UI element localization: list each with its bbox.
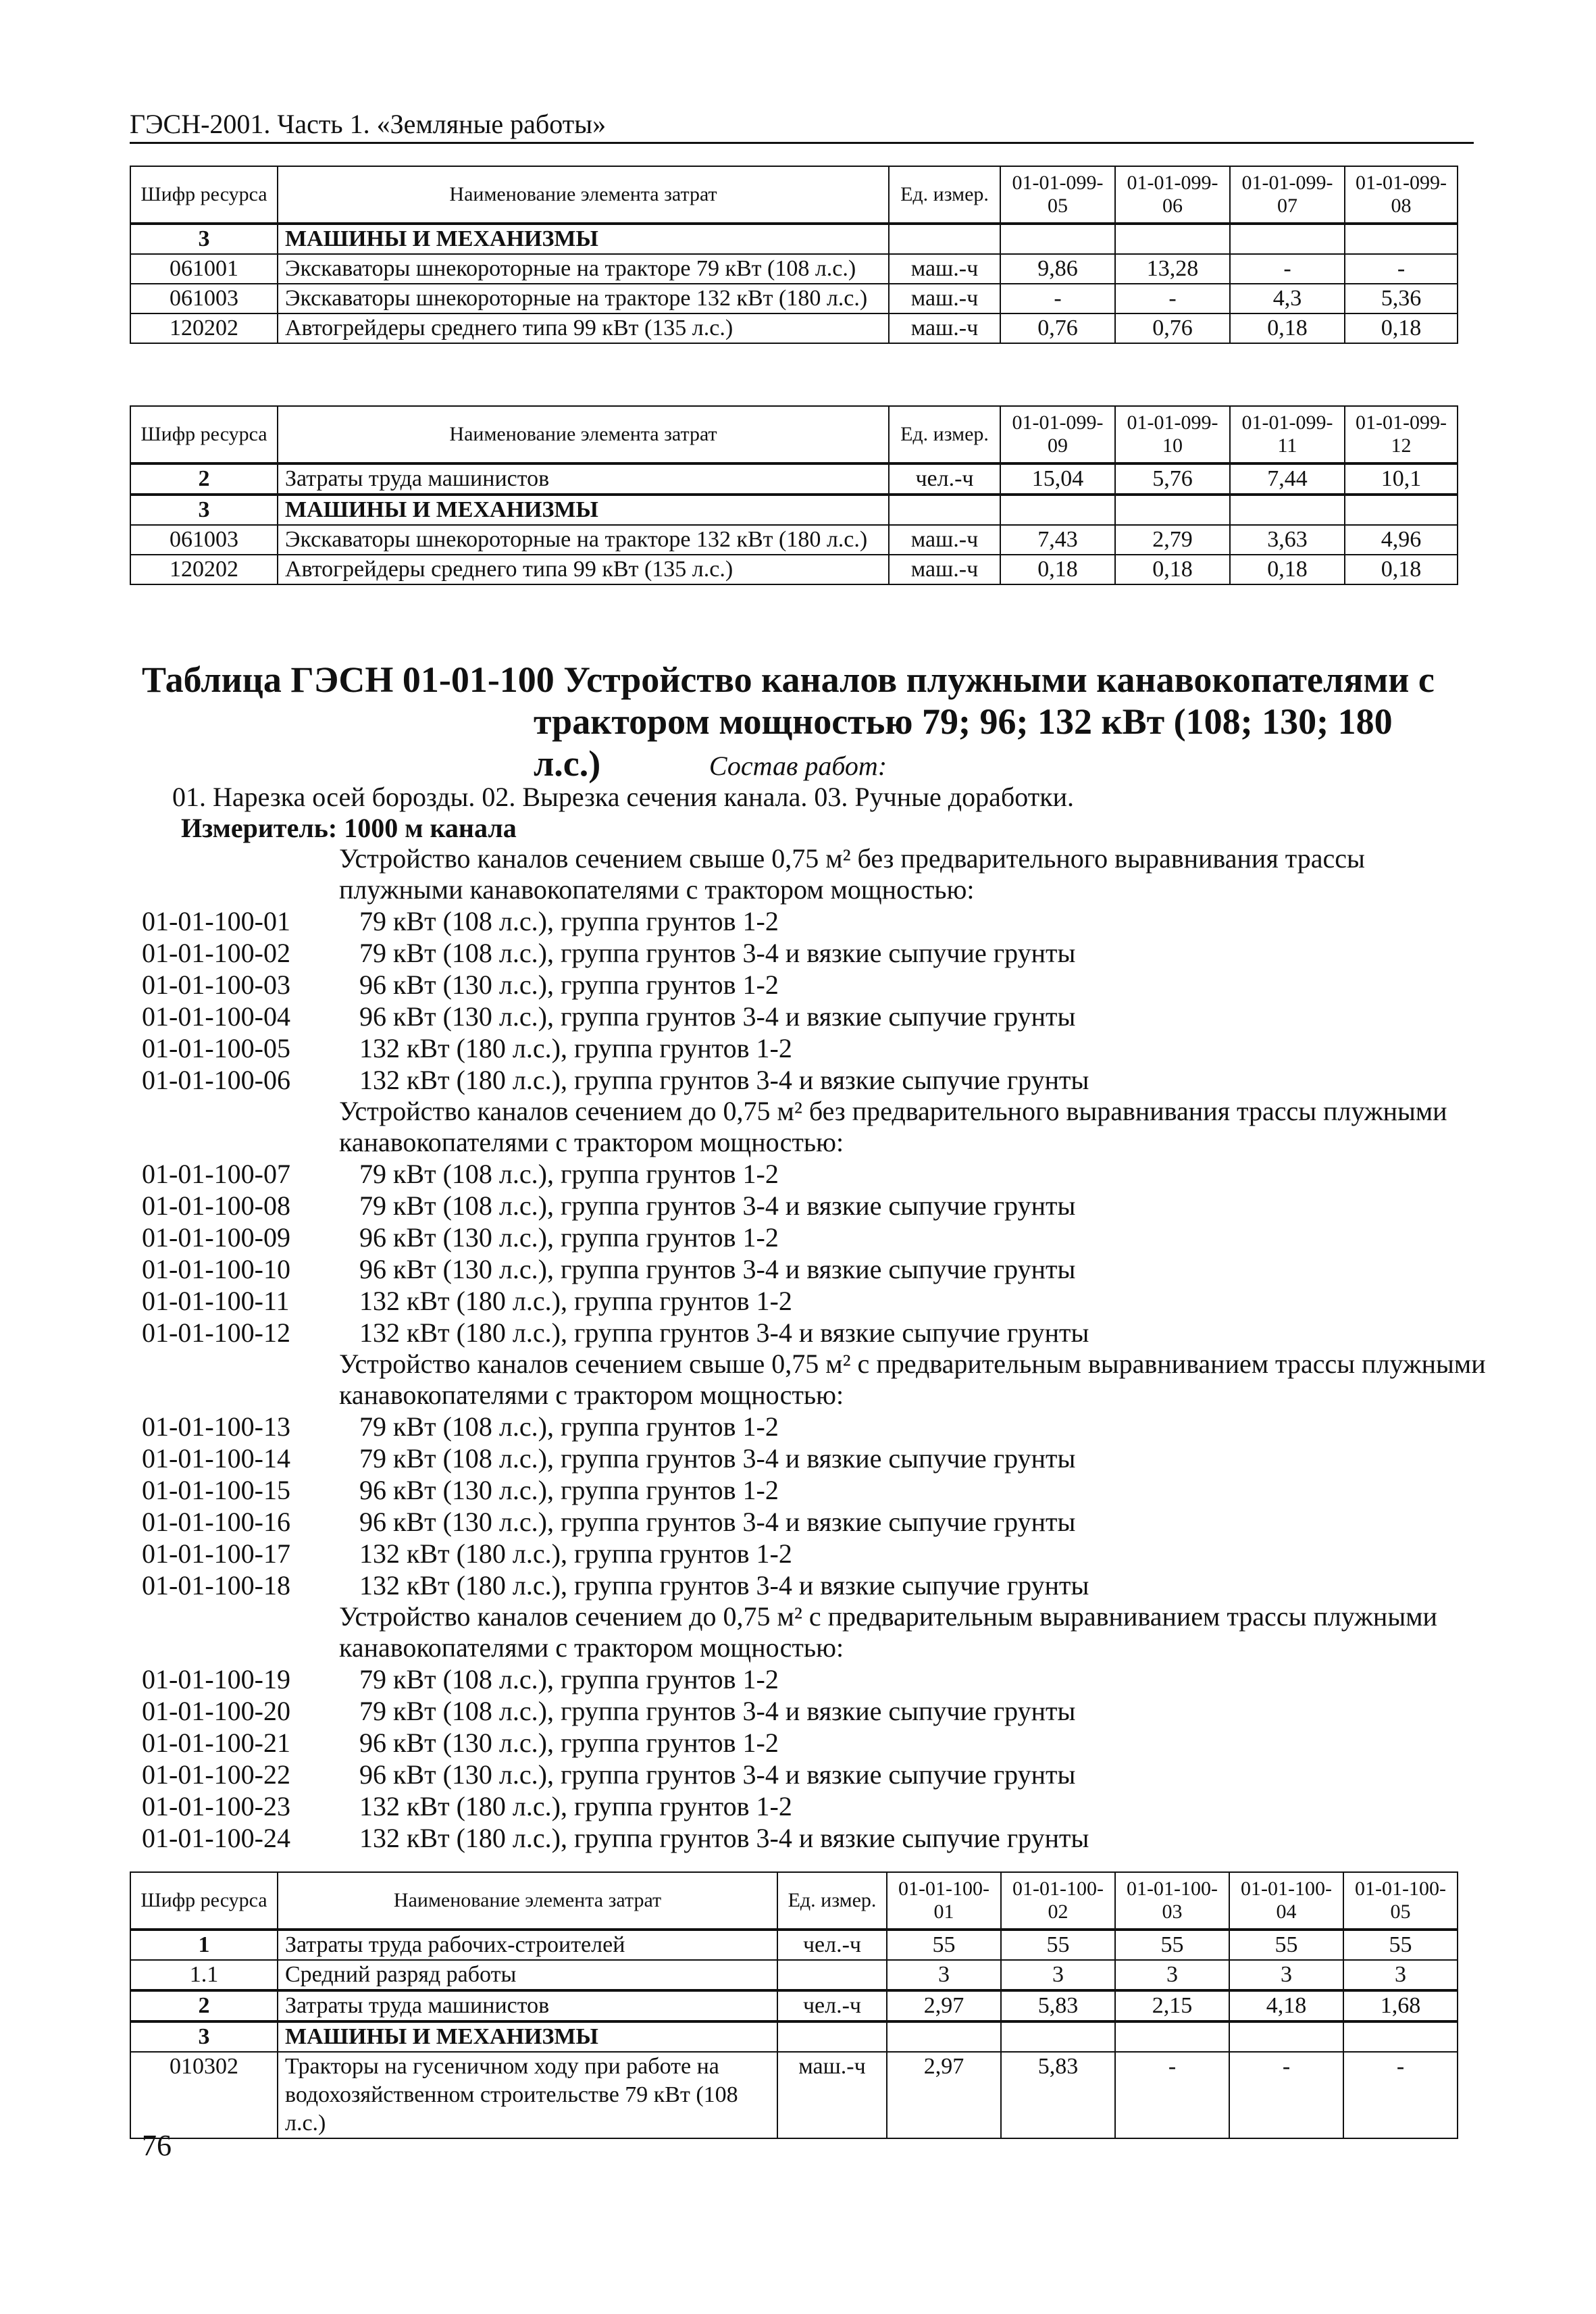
header-cell: Шифр ресурса [130,406,278,463]
value-cell: 15,04 [1000,463,1115,495]
item-text: 96 кВт (130 л.с.), группа грунтов 1-2 [359,970,779,1000]
table-header-row [130,1872,1458,1930]
spec-group [142,1601,1486,1854]
value-cell: - [1229,2052,1343,2138]
value-cell [1000,224,1115,254]
item-code: 01-01-100-09 [142,1222,290,1253]
code-cell: 3 [130,2021,278,2052]
unit-cell [777,2021,887,2052]
value-cell: 3 [1115,1960,1229,1990]
value-cell [1229,2021,1343,2052]
item-code: 01-01-100-10 [142,1254,290,1284]
item-code: 01-01-100-15 [142,1475,290,1505]
unit-cell: маш.-ч [889,284,1000,313]
table-row [130,224,1458,254]
header-cell: 01-01-099-10 [1115,406,1230,463]
value-cell: 0,18 [1230,313,1345,343]
value-cell: 0,18 [1345,555,1458,584]
value-cell: 5,76 [1115,463,1230,495]
value-cell: 0,76 [1000,313,1115,343]
item-code: 01-01-100-08 [142,1190,290,1221]
unit-cell: маш.-ч [889,525,1000,555]
item-text: 96 кВт (130 л.с.), группа грунтов 3-4 и вязкие сыпучие грунты [359,1507,1076,1537]
list-item [142,937,1486,969]
spec-group [142,1349,1486,1601]
header-cell: Ед. измер. [889,166,1000,224]
unit-cell: чел.-ч [777,1990,887,2021]
value-cell [1000,495,1115,525]
code-cell: 3 [130,495,278,525]
table-row [130,463,1458,495]
value-cell: 10,1 [1345,463,1458,495]
item-text: 79 кВт (108 л.с.), группа грунтов 1-2 [359,1411,779,1442]
header-cell: 01-01-100-02 [1001,1872,1115,1930]
item-code: 01-01-100-04 [142,1001,290,1032]
composition-title: Состав работ: [709,751,887,781]
unit-cell: маш.-ч [889,254,1000,284]
code-cell: 1 [130,1930,278,1960]
header-cell: Наименование элемента затрат [278,1872,777,1930]
list-item [142,1158,1486,1190]
item-text: 132 кВт (180 л.с.), группа грунтов 3-4 и вязкие сыпучие грунты [359,1823,1089,1853]
table-row [130,313,1458,343]
value-cell: 0,18 [1000,555,1115,584]
value-cell: 3,63 [1230,525,1345,555]
unit-cell: маш.-ч [777,2052,887,2138]
measurer: Измеритель: 1000 м канала [181,813,517,843]
name-cell: МАШИНЫ И МЕХАНИЗМЫ [278,495,889,525]
table-row [130,525,1458,555]
group-heading: Устройство каналов сечением свыше 0,75 м² с предварительным выравниванием трассы плужными канавокопателями с трактором мощностью: [339,1349,1486,1410]
value-cell [1230,495,1345,525]
item-text: 96 кВт (130 л.с.), группа грунтов 1-2 [359,1475,779,1505]
table-row [130,254,1458,284]
item-code: 01-01-100-23 [142,1791,290,1821]
item-text: 79 кВт (108 л.с.), группа грунтов 3-4 и вязкие сыпучие грунты [359,1190,1076,1221]
header-cell: 01-01-100-03 [1115,1872,1229,1930]
code-cell: 010302 [130,2052,278,2138]
header-cell: 01-01-100-05 [1343,1872,1458,1930]
spec-group [142,1096,1486,1349]
item-text: 132 кВт (180 л.с.), группа грунтов 3-4 и вязкие сыпучие грунты [359,1570,1089,1601]
item-text: 79 кВт (108 л.с.), группа грунтов 3-4 и вязкие сыпучие грунты [359,938,1076,968]
value-cell: 2,15 [1115,1990,1229,2021]
list-item [142,1822,1486,1854]
item-text: 132 кВт (180 л.с.), группа грунтов 3-4 и вязкие сыпучие грунты [359,1317,1089,1348]
item-code: 01-01-100-14 [142,1443,290,1474]
table-header-row [130,406,1458,463]
name-cell: Затраты труда рабочих-строителей [278,1930,777,1960]
item-text: 132 кВт (180 л.с.), группа грунтов 3-4 и вязкие сыпучие грунты [359,1065,1089,1095]
list-item [142,1317,1486,1349]
value-cell: 4,18 [1229,1990,1343,2021]
list-item [142,1222,1486,1253]
list-item [142,1064,1486,1096]
resource-table-100-01-05 [130,1871,1458,2139]
value-cell: 9,86 [1000,254,1115,284]
value-cell [1115,2021,1229,2052]
value-cell: - [1230,254,1345,284]
value-cell: 0,18 [1115,555,1230,584]
item-code: 01-01-100-12 [142,1317,290,1348]
code-cell: 061003 [130,284,278,313]
item-text: 132 кВт (180 л.с.), группа грунтов 1-2 [359,1791,792,1821]
value-cell: 13,28 [1115,254,1230,284]
group-heading: Устройство каналов сечением свыше 0,75 м² без предварительного выравнивания трассы плужными канавокопателями с трактором мощностью: [339,843,1365,905]
name-cell: Экскаваторы шнекороторные на тракторе 132 кВт (180 л.с.) [278,525,889,555]
value-cell: 0,76 [1115,313,1230,343]
code-cell: 120202 [130,555,278,584]
item-code: 01-01-100-01 [142,906,290,936]
item-code: 01-01-100-05 [142,1033,290,1063]
item-code: 01-01-100-19 [142,1664,290,1694]
list-item [142,1695,1486,1727]
specification-list [142,843,1486,1854]
value-cell: 4,3 [1230,284,1345,313]
value-cell: 7,43 [1000,525,1115,555]
item-text: 132 кВт (180 л.с.), группа грунтов 1-2 [359,1538,792,1569]
header-cell: 01-01-099-08 [1345,166,1458,224]
value-cell: 55 [1115,1930,1229,1960]
value-cell: 3 [1343,1960,1458,1990]
item-text: 96 кВт (130 л.с.), группа грунтов 3-4 и вязкие сыпучие грунты [359,1759,1076,1790]
unit-cell: чел.-ч [889,463,1000,495]
value-cell: 1,68 [1343,1990,1458,2021]
item-code: 01-01-100-21 [142,1728,290,1758]
name-cell: Автогрейдеры среднего типа 99 кВт (135 л.с.) [278,555,889,584]
value-cell: 4,96 [1345,525,1458,555]
item-text: 79 кВт (108 л.с.), группа грунтов 1-2 [359,1664,779,1694]
item-code: 01-01-100-17 [142,1538,290,1569]
header-cell: 01-01-099-11 [1230,406,1345,463]
value-cell: 55 [1001,1930,1115,1960]
table-row [130,2052,1458,2138]
value-cell: - [1000,284,1115,313]
item-text: 79 кВт (108 л.с.), группа грунтов 1-2 [359,906,779,936]
code-cell: 2 [130,1990,278,2021]
header-cell: Наименование элемента затрат [278,406,889,463]
item-code: 01-01-100-02 [142,938,290,968]
value-cell: - [1115,2052,1229,2138]
item-code: 01-01-100-20 [142,1696,290,1726]
value-cell: 2,97 [887,2052,1001,2138]
item-text: 79 кВт (108 л.с.), группа грунтов 1-2 [359,1159,779,1189]
resource-table-099-05-08 [130,166,1458,344]
header-cell: 01-01-100-04 [1229,1872,1343,1930]
code-cell: 1.1 [130,1960,278,1990]
name-cell: Средний разряд работы [278,1960,777,1990]
header-rule [130,142,1474,144]
value-cell [1343,2021,1458,2052]
item-code: 01-01-100-11 [142,1286,290,1316]
list-item [142,1474,1486,1506]
value-cell: 5,83 [1001,1990,1115,2021]
value-cell: - [1115,284,1230,313]
section-title-line1: Таблица ГЭСН 01-01-100 Устройство каналов плужными канавокопателями с [142,659,1435,700]
value-cell: 5,83 [1001,2052,1115,2138]
value-cell: 0,18 [1230,555,1345,584]
item-text: 79 кВт (108 л.с.), группа грунтов 3-4 и вязкие сыпучие грунты [359,1443,1076,1474]
value-cell: 55 [1229,1930,1343,1960]
code-cell: 2 [130,463,278,495]
list-item [142,1790,1486,1822]
name-cell: МАШИНЫ И МЕХАНИЗМЫ [278,224,889,254]
item-code: 01-01-100-16 [142,1507,290,1537]
list-item [142,1001,1486,1032]
value-cell [1115,495,1230,525]
item-text: 79 кВт (108 л.с.), группа грунтов 3-4 и вязкие сыпучие грунты [359,1696,1076,1726]
spec-group [142,843,1486,1096]
header-cell: Шифр ресурса [130,166,278,224]
header-cell: Ед. измер. [889,406,1000,463]
item-text: 132 кВт (180 л.с.), группа грунтов 1-2 [359,1286,792,1316]
unit-cell: маш.-ч [889,313,1000,343]
value-cell: 2,79 [1115,525,1230,555]
item-code: 01-01-100-22 [142,1759,290,1790]
value-cell: 3 [1229,1960,1343,1990]
value-cell [1115,224,1230,254]
value-cell [1001,2021,1115,2052]
list-item [142,1285,1486,1317]
name-cell: Затраты труда машинистов [278,463,889,495]
list-item [142,1663,1486,1695]
value-cell: 55 [1343,1930,1458,1960]
group-heading: Устройство каналов сечением до 0,75 м² без предварительного выравнивания трассы плужными канавокопателями с трактором мощностью: [339,1096,1447,1157]
running-header: ГЭСН-2001. Часть 1. «Земляные работы» [130,109,607,139]
value-cell: 3 [887,1960,1001,1990]
name-cell: МАШИНЫ И МЕХАНИЗМЫ [278,2021,777,2052]
item-code: 01-01-100-18 [142,1570,290,1601]
header-cell: 01-01-099-09 [1000,406,1115,463]
header-cell: 01-01-099-05 [1000,166,1115,224]
unit-cell [777,1960,887,1990]
table-row [130,1990,1458,2021]
table-row [130,1930,1458,1960]
name-cell: Автогрейдеры среднего типа 99 кВт (135 л.с.) [278,313,889,343]
name-cell: Экскаваторы шнекороторные на тракторе 132 кВт (180 л.с.) [278,284,889,313]
list-item [142,905,1486,937]
value-cell: - [1343,2052,1458,2138]
header-cell: Шифр ресурса [130,1872,278,1930]
item-text: 96 кВт (130 л.с.), группа грунтов 1-2 [359,1222,779,1253]
list-item [142,1442,1486,1474]
unit-cell: маш.-ч [889,555,1000,584]
table-row [130,284,1458,313]
value-cell: 7,44 [1230,463,1345,495]
item-text: 96 кВт (130 л.с.), группа грунтов 3-4 и вязкие сыпучие грунты [359,1001,1076,1032]
code-cell: 120202 [130,313,278,343]
list-item [142,1727,1486,1759]
list-item [142,1538,1486,1569]
item-code: 01-01-100-03 [142,970,290,1000]
item-text: 96 кВт (130 л.с.), группа грунтов 3-4 и вязкие сыпучие грунты [359,1254,1076,1284]
page-number: 76 [142,2129,172,2162]
section-title-line2: трактором мощностью 79; 96; 132 кВт (108; 130; 180 л.с.) [534,701,1393,784]
name-cell: Экскаваторы шнекороторные на тракторе 79 кВт (108 л.с.) [278,254,889,284]
value-cell [1345,224,1458,254]
value-cell [887,2021,1001,2052]
table-row [130,2021,1458,2052]
group-heading: Устройство каналов сечением до 0,75 м² с предварительным выравниванием трассы плужными канавокопателями с трактором мощностью: [339,1601,1437,1663]
list-item [142,1253,1486,1285]
list-item [142,1506,1486,1538]
value-cell: - [1345,254,1458,284]
unit-cell [889,224,1000,254]
code-cell: 061003 [130,525,278,555]
list-item [142,1032,1486,1064]
list-item [142,1759,1486,1790]
code-cell: 061001 [130,254,278,284]
value-cell: 55 [887,1930,1001,1960]
code-cell: 3 [130,224,278,254]
unit-cell: чел.-ч [777,1930,887,1960]
composition-text: 01. Нарезка осей борозды. 02. Вырезка сечения канала. 03. Ручные доработки. [172,782,1075,812]
header-cell: 01-01-100-01 [887,1872,1001,1930]
table-row [130,555,1458,584]
header-cell: Наименование элемента затрат [278,166,889,224]
value-cell [1230,224,1345,254]
item-code: 01-01-100-13 [142,1411,290,1442]
table-row [130,1960,1458,1990]
list-item [142,969,1486,1001]
unit-cell [889,495,1000,525]
resource-table-099-09-12 [130,405,1458,585]
header-cell: 01-01-099-12 [1345,406,1458,463]
name-cell: Тракторы на гусеничном ходу при работе на водохозяйственном строительстве 79 кВт (108 л.с.) [278,2052,777,2138]
table-header-row [130,166,1458,224]
list-item [142,1569,1486,1601]
item-code: 01-01-100-07 [142,1159,290,1189]
table-row [130,495,1458,525]
value-cell: 0,18 [1345,313,1458,343]
header-cell: Ед. измер. [777,1872,887,1930]
list-item [142,1190,1486,1222]
header-cell: 01-01-099-07 [1230,166,1345,224]
item-code: 01-01-100-06 [142,1065,290,1095]
value-cell: 3 [1001,1960,1115,1990]
value-cell [1345,495,1458,525]
value-cell: 5,36 [1345,284,1458,313]
header-cell: 01-01-099-06 [1115,166,1230,224]
list-item [142,1411,1486,1442]
value-cell: 2,97 [887,1990,1001,2021]
name-cell: Затраты труда машинистов [278,1990,777,2021]
item-text: 132 кВт (180 л.с.), группа грунтов 1-2 [359,1033,792,1063]
item-text: 96 кВт (130 л.с.), группа грунтов 1-2 [359,1728,779,1758]
item-code: 01-01-100-24 [142,1823,290,1853]
